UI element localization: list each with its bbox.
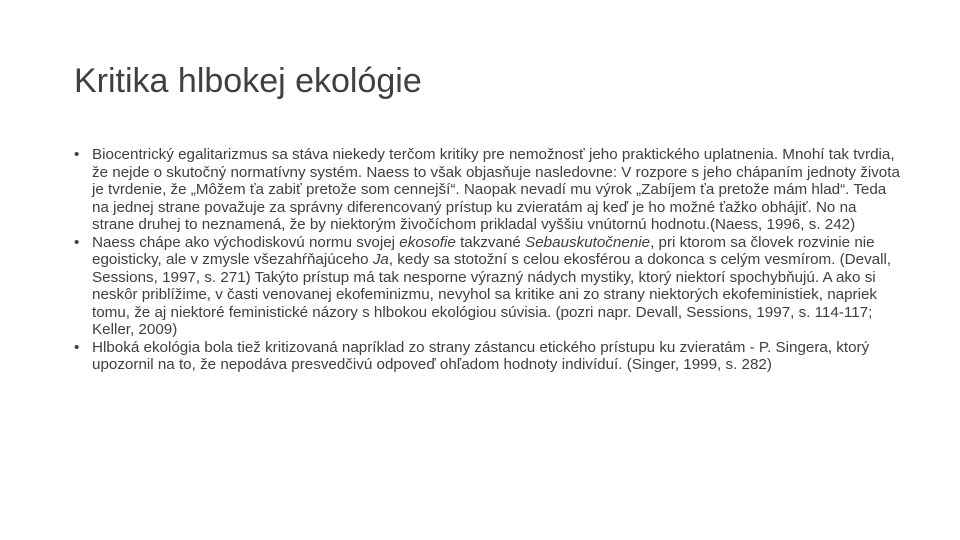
bullet-text-3: Hlboká ekológia bola tiež kritizovaná napríklad zo strany zástancu etického prístupu ku zvieratám - P. Singera, ktorý upozornil na to, že nepodáva presvedčivú odpoveď ohľadom hodnoty indivíduí. (Singer, 1999, s. 282)	[92, 338, 870, 373]
emphasis-sebauskutocnenie: Sebauskutočnenie	[525, 233, 651, 251]
bullet-text-segment: , kedy sa stotožní s celou ekosférou a dokonca s celým vesmírom. (Devall, Sessions, 1997, s. 271) Takýto prístup má tak nesporne výrazný nádych mystiky, ktorý niektorí spochybňujú. A ako si neskôr priblížime, v časti venovanej ekofeminizmu, nevyhol sa kritike ani zo strany niektorých ekofeministiek, napriek tomu, že aj niektoré feministické názory s hlbokou ekológiou súvisia. (pozri napr. Devall, Sessions, 1997, s. 114-117; Keller, 2009)	[92, 251, 892, 338]
bullet-marker: •	[74, 233, 80, 251]
bullet-text-segment: , pri ktorom sa človek rozvinie nie egoisticky, ale v zmysle všezahŕňajúceho	[92, 233, 875, 268]
emphasis-ja: Ja	[372, 251, 389, 268]
bullet-text-1: Biocentrický egalitarizmus sa stáva niekedy terčom kritiky pre nemožnosť jeho praktického uplatnenia. Mnohí tak tvrdia, že nejde o skutočný normatívny systém. Naess to však objasňuje nasledovne: V rozpore s jeho chápaním jednoty života je tvrdenie, že „Môžem ťa zabiť pretože som cennejší“. Naopak nevadí mu výrok „Zabíjem ťa pretože mám hlad“. Teda na jednej strane považuje za správny diferencovaný prístup ku zvieratám aj keď je ho možné ťažko obhájiť. No na strane druhej to neznamená, že by niektorým živočíchom prikladal vyššiu vnútornú hodnotu.(Naess, 1996, s. 242)	[92, 146, 900, 233]
bullet-marker: •	[74, 338, 80, 356]
slide-title: Kritika hlbokej ekológie	[74, 62, 422, 100]
bullet-item-3	[72, 339, 902, 374]
bullet-list	[72, 146, 902, 374]
bullet-item-1	[72, 146, 902, 234]
bullet-text-2	[92, 234, 902, 339]
bullet-item-2	[72, 234, 902, 339]
bullet-text-segment: takzvané	[455, 233, 526, 251]
bullet-text-segment: Naess chápe ako východiskovú normu svojej	[92, 233, 400, 251]
bullet-marker: •	[74, 146, 80, 163]
emphasis-ekosofie: ekosofie	[399, 233, 456, 251]
